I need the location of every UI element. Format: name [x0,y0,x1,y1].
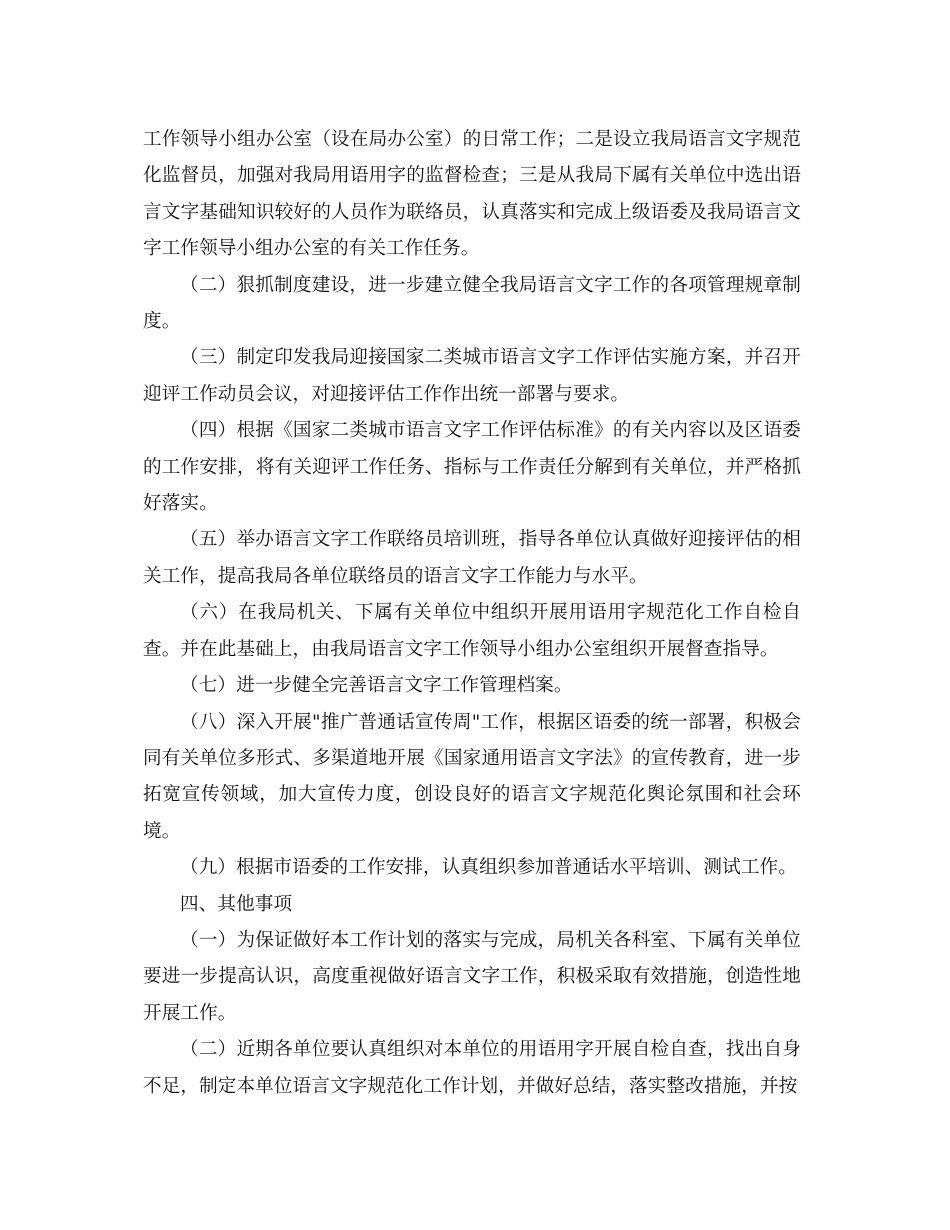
paragraph-item-6: （六）在我局机关、下属有关单位中组织开展用语用字规范化工作自检自查。并在此基础上，由我局语言文字工作领导小组办公室组织开展督查指导。 [143,602,801,660]
paragraph-item-7: （七）进一步健全完善语言文字工作管理档案。 [180,675,573,697]
document-body [143,122,801,1105]
paragraph-other-item-2: （二）近期各单位要认真组织对本单位的用语用字开展自检自查，找出自身不足，制定本单位语言文字规范化工作计划，并做好总结，落实整改措施，并按 [143,1039,801,1097]
paragraph-item-8: （八）深入开展"推广普通话宣传周"工作，根据区语委的统一部署，积极会同有关单位多形式、多渠道地开展《国家通用语言文字法》的宣传教育，进一步拓宽宣传领域，加大宣传力度，创设良好的语言文字规范化舆论氛围和社会环境。 [143,711,801,842]
paragraph-continuation: 工作领导小组办公室（设在局办公室）的日常工作；二是设立我局语言文字规范化监督员，加强对我局用语用字的监督检查；三是从我局下属有关单位中选出语言文字基础知识较好的人员作为联络员，认真落实和完成上级语委及我局语言文字工作领导小组办公室的有关工作任务。 [143,129,801,260]
paragraph-item-2: （二）狠抓制度建设，进一步建立健全我局语言文字工作的各项管理规章制度。 [143,274,801,333]
paragraph-item-5: （五）举办语言文字工作联络员培训班，指导各单位认真做好迎接评估的相关工作，提高我局各单位联络员的语言文字工作能力与水平。 [143,529,801,587]
paragraph-item-4: （四）根据《国家二类城市语言文字工作评估标准》的有关内容以及区语委的工作安排，将有关迎评工作任务、指标与工作责任分解到有关单位，并严格抓好落实。 [143,420,801,515]
paragraph-item-9: （九）根据市语委的工作安排，认真组织参加普通话水平培训、测试工作。 [180,857,797,879]
section-heading-other-matters: 四、其他事项 [180,893,293,915]
paragraph-item-3: （三）制定印发我局迎接国家二类城市语言文字工作评估实施方案，并召开迎评工作动员会议，对迎接评估工作作出统一部署与要求。 [143,347,801,405]
paragraph-other-item-1: （一）为保证做好本工作计划的落实与完成，局机关各科室、下属有关单位要进一步提高认识，高度重视做好语言文字工作，积极采取有效措施，创造性地开展工作。 [143,929,801,1024]
